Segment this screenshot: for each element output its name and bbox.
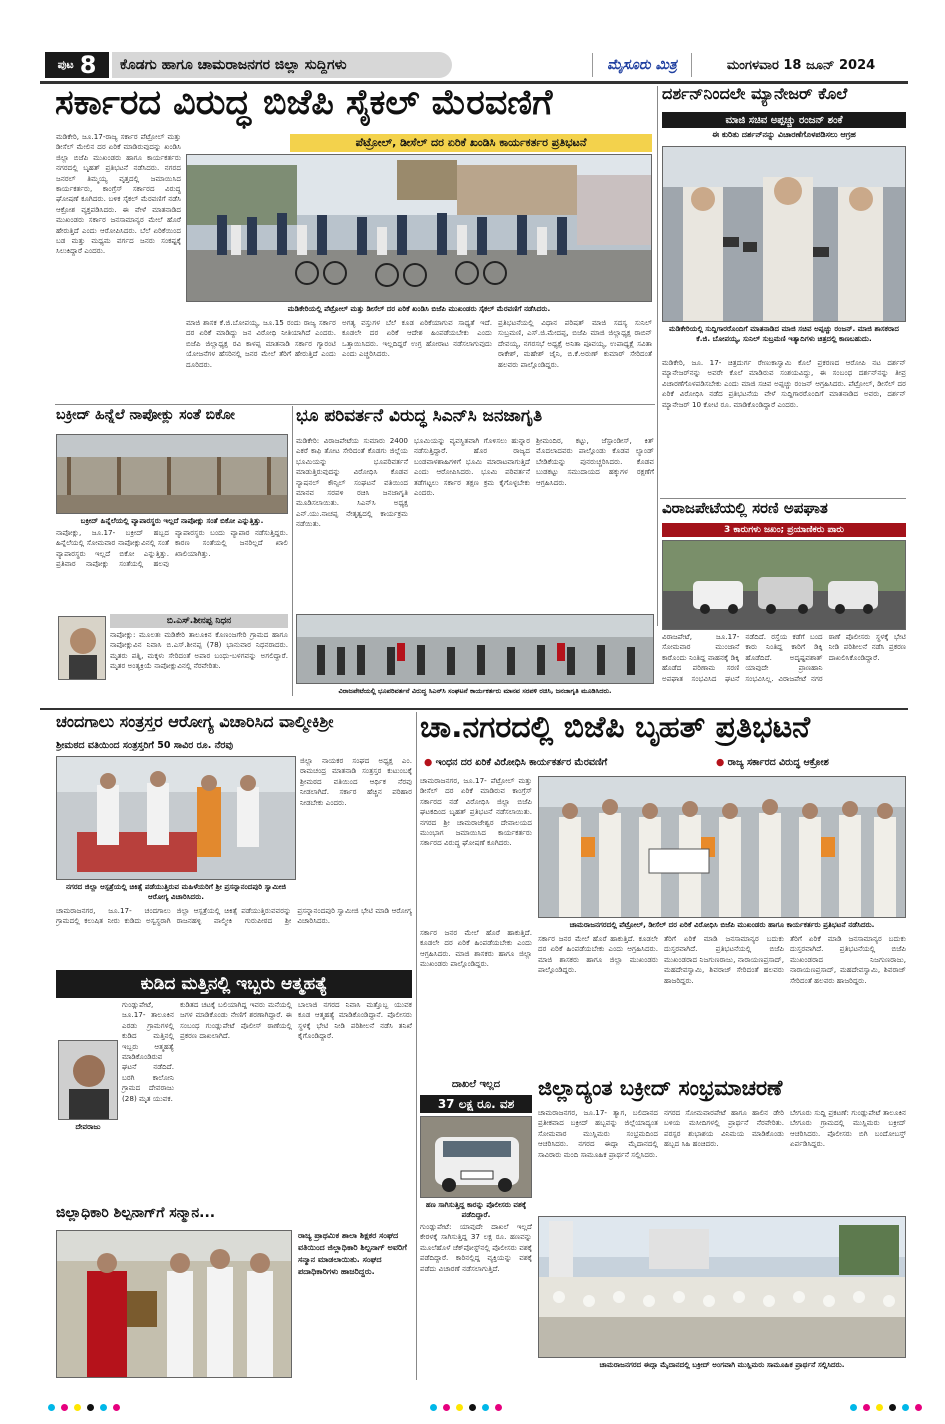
registration-dot <box>61 1404 68 1411</box>
bakrid-col-2: ನಗರದ ಸೋಮವಾರಪೇಟೆ ಹಾಗೂ ಹಾಲಿನ ಡೇರಿ ಬಳಿಯ ಮಸೀದಿಗಳಲ್ಲಿ ಪ್ರಾರ್ಥನೆ ನೆರವೇರಿತು. ಪರಸ್ಪರ ಶುಭಾಶಯ ವಿನಿಮಯ ಮಾಡಿಕೊಂಡು ಹಬ್ಬದ ಸಿಹಿ ಹಂಚಿದರು. <box>664 1108 784 1149</box>
bullet-text-1: ಇಂಧನ ದರ ಏರಿಕೆ ವಿರೋಧಿಸಿ ಕಾರ್ಯಕರ್ತರ ಮೆರವಣಿಗೆ <box>435 757 608 768</box>
cns-caption: ವಿರಾಜಪೇಟೆಯಲ್ಲಿ ಭೂಪರಿವರ್ತನೆ ವಿರುದ್ಧ ಸಿಎನ್‌ಸಿ ಸಂಘಟನೆ ಕಾರ್ಯಕರ್ತರು ಮಾನವ ಸರಪಳಿ ರಚಿಸಿ, ಜನಜಾಗೃತಿ ಮೂಡಿಸಿದರು. <box>338 687 612 695</box>
bullet-icon: ● <box>424 757 433 768</box>
lead-photo-caption: ಮಡಿಕೇರಿಯಲ್ಲಿ ಪೆಟ್ರೋಲ್ ಮತ್ತು ಡೀಸೆಲ್ ದರ ಏರಿಕೆ ಖಂಡಿಸಿ ಬಿಜೆಪಿ ಮುಖಂಡರು ಸೈಕಲ್ ಮೆರವಣಿಗೆ ನಡೆಸಿದರು. <box>287 304 551 313</box>
valmiki-col-1: ಚಾಮರಾಜನಗರ, ಜೂ.17- ಚಂದಗಾಲು ಗ್ರಾಮದಲ್ಲಿ ಕಲುಷಿತ ನೀರು ಕುಡಿದು ಅಸ್ವಸ್ಥರಾಗಿ ಜಿಲ್ಲಾ ಆಸ್ಪತ್ರೆಯಲ್ಲಿ ಚಿಕಿತ್ಸೆ ಪಡೆಯುತ್ತಿರುವವರನ್ನು ರಾಜನಹಳ್ಳಿ ವಾಲ್ಮೀಕಿ ಗುರುಪೀಠದ ಶ್ರೀ ಪ್ರಸನ್ನಾನಂದಪುರಿ ಸ್ವಾಮೀಜಿ ಭೇಟಿ ಮಾಡಿ ಆರೋಗ್ಯ ವಿಚಾರಿಸಿದರು. <box>56 906 412 926</box>
bakrid-col-3: ಬೇಗೂರು ಸುದ್ದಿ ಪ್ರಕಟಣೆ: ಗುಂಡ್ಲುಪೇಟೆ ತಾಲೂಕಿನ ಬೇಗೂರು ಗ್ರಾಮದಲ್ಲಿ ಮುಸ್ಲಿಮರು ಬಕ್ರೀದ್ ಆಚರಿಸಿದರು. ಪೊಲೀಸರು ಬಿಗಿ ಬಂದೋಬಸ್ತ್ ಏರ್ಪಡಿಸಿದ್ದರು. <box>790 1108 906 1149</box>
valmiki-headline: ಚಂದಗಾಲು ಸಂತ್ರಸ್ತರ ಆರೋಗ್ಯ ವಿಚಾರಿಸಿದ ವಾಲ್ಮೀಕಿಶ್ರೀ <box>56 714 334 731</box>
darshan-headline: ದರ್ಶನ್‌ನಿಂದಲೇ ಮ್ಯಾನೇಜರ್ ಕೊಲೆ <box>662 86 848 103</box>
valmiki-photo <box>56 756 296 880</box>
masthead: ಮೈಸೂರು ಮಿತ್ರ <box>592 53 692 77</box>
accident-headline: ವಿರಾಜಪೇಟೆಯಲ್ಲಿ ಸರಣಿ ಅಪಘಾತ <box>662 501 828 517</box>
car-headline-2: 37 ಲಕ್ಷ ರೂ. ವಶ <box>420 1095 532 1113</box>
section-title: ಕೊಡಗು ಹಾಗೂ ಚಾಮರಾಜನಗರ ಜಿಲ್ಲಾ ಸುದ್ದಿಗಳು <box>112 52 452 78</box>
column-divider <box>657 86 658 626</box>
accident-body: ವಿರಾಜಪೇಟೆ, ಜೂ.17- ಸೋಮವಾರ ಮುಂಜಾನೆ ಕಾರೊಂದು ನಿಂತಿದ್ದ ವಾಹನಕ್ಕೆ ಡಿಕ್ಕಿ ಹೊಡೆದ ಪರಿಣಾಮ ಸರಣಿ ಅಪಘಾತ ಸಂಭವಿಸಿದ ಘಟನೆ ನಡೆದಿದೆ. ರಸ್ತೆಯ ಕಡೆಗೆ ಬಂದ ಕಾರು ನಿಂತಿದ್ದ ಕಾರಿಗೆ ಡಿಕ್ಕಿ ಹೊಡೆದಿದೆ. ಅದೃಷ್ಟವಶಾತ್ ಯಾವುದೇ ಪ್ರಾಣಹಾನಿ ಸಂಭವಿಸಿಲ್ಲ. ವಿರಾಜಪೇಟೆ ನಗರ ಠಾಣೆ ಪೊಲೀಸರು ಸ್ಥಳಕ್ಕೆ ಭೇಟಿ ನೀಡಿ ಪರಿಶೀಲನೆ ನಡೆಸಿ ಪ್ರಕರಣ ದಾಖಲಿಸಿಕೊಂಡಿದ್ದಾರೆ. <box>662 632 906 683</box>
lead-photo <box>186 154 652 302</box>
bakrid-caption: ಚಾಮರಾಜನಗರದ ಈದ್ಗಾ ಮೈದಾನದಲ್ಲಿ ಬಕ್ರೀದ್ ಅಂಗವಾಗಿ ಮುಸ್ಲಿಮರು ಸಾಮೂಹಿಕ ಪ್ರಾರ್ಥನೆ ಸಲ್ಲಿಸಿದರು. <box>599 1360 845 1369</box>
crashed-cars-photo <box>663 541 906 630</box>
registration-marks <box>430 1404 502 1411</box>
darshan-body: ಮಡಿಕೇರಿ, ಜೂ. 17- ಚಿತ್ರದುರ್ಗ ರೇಣುಕಾಸ್ವಾಮಿ ಕೊಲೆ ಪ್ರಕರಣದ ಆರೋಪಿ ನಟ ದರ್ಶನ್ ಮ್ಯಾನೇಜರ್‌ನನ್ನು ಅವರೇ ಕೊಲೆ ಮಾಡಿರುವ ಸಂಶಯವಿದ್ದು, ಈ ಸಂಬಂಧ ದರ್ಶನ್‌ನನ್ನು ತೀವ್ರ ವಿಚಾರಣೆಗೊಳಪಡಿಸಬೇಕು ಎಂದು ಮಾಜಿ ಸಚಿವ ಅಪ್ಪಚ್ಚು ರಂಜನ್ ಆಗ್ರಹಿಸಿದರು. ಪೆಟ್ರೋಲ್, ಡೀಸೆಲ್ ದರ ಏರಿಕೆ ವಿರೋಧಿಸಿ ನಡೆದ ಪ್ರತಿಭಟನೆಯ ವೇಳೆ ಸುದ್ದಿಗಾರರೊಂದಿಗೆ ಮಾತನಾಡಿದ ಅವರು, ದರ್ಶನ್ ಮ್ಯಾನೇಜರ್ 10 ಕೋಟಿ ರೂ. ಮಾಡಿಕೊಂಡಿದ್ದಾರೆ ಎಂದರು. <box>662 358 906 409</box>
ch-bjp-photo <box>538 776 906 918</box>
human-chain-photo <box>297 615 654 684</box>
obituary-body: ನಾಪೋಕ್ಲು: ಮೂಲತಃ ಮಡಿಕೇರಿ ತಾಲೂಕಿನ ಕೊಣಂಜಗೇರಿ ಗ್ರಾಮದ ಹಾಗೂ ನಾಪೋಕ್ಲುವಿನ ನಿವಾಸಿ ಬಿ.ಎಸ್.ಶೀನಪ್ಪ (78) ಭಾನುವಾರ ನಿಧನರಾದರು. ಮೃತರು ಪತ್ನಿ, ಮಕ್ಕಳು ಸೇರಿದಂತೆ ಅಪಾರ ಬಂಧು-ಬಳಗವನ್ನು ಅಗಲಿದ್ದಾರೆ. ಮೃತರ ಅಂತ್ಯಕ್ರಿಯೆ ನಾಪೋಕ್ಲುವಿನಲ್ಲಿ ನೆರವೇರಿತು. <box>110 630 288 671</box>
registration-marks <box>850 1404 922 1411</box>
dc-text: ರಾಜ್ಯ ಪ್ರಾಥಮಿಕ ಶಾಲಾ ಶಿಕ್ಷಕರ ಸಂಘದ ವತಿಯಿಂದ ಜಿಲ್ಲಾಧಿಕಾರಿ ಶಿಲ್ಪನಾಗ್ ಅವರಿಗೆ ಸನ್ಮಾನ ಮಾಡಲಾಯಿತು. ಸಂಘದ ಪದಾಧಿಕಾರಿಗಳು ಹಾಜರಿದ್ದರು. <box>298 1231 407 1276</box>
ch-bjp-col-1: ಚಾಮರಾಜನಗರ, ಜೂ.17- ಪೆಟ್ರೋಲ್ ಮತ್ತು ಡೀಸೆಲ್ ದರ ಏರಿಕೆ ಮಾಡಿರುವ ಕಾಂಗ್ರೆಸ್ ಸರ್ಕಾರದ ನಡೆ ವಿರೋಧಿಸಿ ಜಿಲ್ಲಾ ಬಿಜೆಪಿ ಘಟಕದಿಂದ ಬೃಹತ್ ಪ್ರತಿಭಟನೆ ನಡೆಸಲಾಯಿತು. ನಗರದ ಶ್ರೀ ಚಾಮರಾಜೇಶ್ವರ ದೇವಾಲಯದ ಮುಂಭಾಗ ಜಮಾಯಿಸಿದ ಕಾರ್ಯಕರ್ತರು ಸರ್ಕಾರದ ವಿರುದ್ಧ ಘೋಷಣೆ ಕೂಗಿದರು. <box>420 776 532 848</box>
dc-photo <box>56 1230 292 1378</box>
lead-subhead: ಪೆಟ್ರೋಲ್, ಡೀಸೆಲ್ ದರ ಏರಿಕೆ ಖಂಡಿಸಿ ಕಾರ್ಯಕರ್ತರ ಪ್ರತಿಭಟನೆ <box>290 134 652 152</box>
bakrid-headline: ಜಿಲ್ಲಾದ್ಯಂತ ಬಕ್ರೀದ್ ಸಂಭ್ರಮಾಚರಣೆ <box>538 1078 783 1100</box>
cns-headline: ಭೂ ಪರಿವರ್ತನೆ ವಿರುದ್ಧ ಸಿಎನ್‌ಸಿ ಜನಜಾಗೃತಿ <box>296 408 543 426</box>
press-meet-photo <box>663 147 906 322</box>
accident-subhead: 3 ಕಾರುಗಳು ಜಖಂ; ಪ್ರಯಾಣಿಕರು ಪಾರು <box>662 523 906 537</box>
divider <box>660 498 906 499</box>
ch-bjp-col-3: ಸರ್ಕಾರ ಜನರ ಮೇಲೆ ಹೊರೆ ಹಾಕುತ್ತಿದೆ. ಕೂಡಲೇ ದರ ಏರಿಕೆ ಹಿಂಪಡೆಯಬೇಕು ಎಂದು ಆಗ್ರಹಿಸಿದರು. ಮಾಜಿ ಶಾಸಕರು ಹಾಗೂ ಜಿಲ್ಲಾ ಮುಖಂಡರು ಪಾಲ್ಗೊಂಡಿದ್ದರು. <box>538 934 658 975</box>
suicide-col-1: ಗುಂಡ್ಲುಪೇಟೆ, ಜೂ.17- ತಾಲೂಕಿನ ಎರಡು ಗ್ರಾಮಗಳಲ್ಲಿ ಕುಡಿದ ಮತ್ತಿನಲ್ಲಿ ಇಬ್ಬರು ಆತ್ಮಹತ್ಯೆ ಮಾಡಿಕೊಂಡಿರುವ ಘಟನೆ ನಡೆದಿದೆ. ಬರಗಿ ಕಾಲೋನಿ ಗ್ರಾಮದ ದೇವರಾಜು (28) ಮೃತ ಯುವಕ. <box>122 1000 174 1103</box>
registration-dot <box>850 1404 857 1411</box>
car-body: ಗುಂಡ್ಲುಪೇಟೆ: ಯಾವುದೇ ದಾಖಲೆ ಇಲ್ಲದೆ ಕೇರಳಕ್ಕೆ ಸಾಗಿಸುತ್ತಿದ್ದ 37 ಲಕ್ಷ ರೂ. ಹಣವನ್ನು ಮೂಲೆಹೊಳೆ ಚೆಕ್‌ಪೋಸ್ಟ್‌ನಲ್ಲಿ ಪೊಲೀಸರು ವಶಕ್ಕೆ ಪಡೆದಿದ್ದಾರೆ. ಕಾರಿನಲ್ಲಿದ್ದ ವ್ಯಕ್ತಿಯನ್ನು ವಶಕ್ಕೆ ಪಡೆದು ವಿಚಾರಣೆ ನಡೆಸಲಾಗುತ್ತಿದೆ. <box>420 1222 532 1273</box>
cns-col-2: ಭೂಮಿಯನ್ನು ವ್ಯವಸ್ಥಿತವಾಗಿ ಗೊಳಿಸಲು ಹುನ್ನಾರ ನಡೆಸುತ್ತಿದ್ದಾರೆ. ಹೊರ ರಾಜ್ಯದ ಬಂಡವಾಳಶಾಹಿಗಳಿಗೆ ಭೂಮಿ ಮಾರಾಟವಾಗುತ್ತಿದೆ ಎಂದು ಆರೋಪಿಸಿದರು. ಭೂಮಿ ಪರಿವರ್ತನೆ ತಡೆಗಟ್ಟಲು ಸರ್ಕಾರ ತಕ್ಷಣ ಕ್ರಮ ಕೈಗೊಳ್ಳಬೇಕು ಎಂದರು. <box>414 436 530 498</box>
car-photo <box>420 1116 532 1198</box>
registration-dot <box>876 1404 883 1411</box>
darshan-photo <box>662 146 906 322</box>
darshan-photo-caption: ಮಡಿಕೇರಿಯಲ್ಲಿ ಸುದ್ದಿಗಾರರೊಂದಿಗೆ ಮಾತನಾಡಿದ ಮಾಜಿ ಸಚಿವ ಅಪ್ಪಚ್ಚು ರಂಜನ್. ಮಾಜಿ ಶಾಸಕರಾದ ಕೆ.ಜಿ. ಬೋಪಯ್ಯ, ಸುನಿಲ್ ಸುಬ್ರಮಣಿ ಇತ್ಯಾದಿಗಳು ಚಿತ್ರದಲ್ಲಿ ಕಾಣಬಹುದು. <box>669 324 899 343</box>
car-caption: ಹಣ ಸಾಗಿಸುತ್ತಿದ್ದ ಕಾರನ್ನು ಪೊಲೀಸರು ವಶಕ್ಕೆ ಪಡೆದಿದ್ದಾರೆ. <box>425 1200 527 1219</box>
valmiki-caption: ನಗರದ ಜಿಲ್ಲಾ ಆಸ್ಪತ್ರೆಯಲ್ಲಿ ಚಿಕಿತ್ಸೆ ಪಡೆಯುತ್ತಿರುವ ಮಹಿಳೆಯರಿಗೆ ಶ್ರೀ ಪ್ರಸನ್ನಾನಂದಪುರಿ ಸ್ವಾಮೀಜಿ ಆರೋಗ್ಯ ವಿಚಾರಿಸಿದರು. <box>65 882 287 901</box>
ch-bjp-caption: ಚಾಮರಾಜನಗರದಲ್ಲಿ ಪೆಟ್ರೋಲ್, ಡೀಸೆಲ್ ದರ ಏರಿಕೆ ವಿರೋಧಿಸಿ ಬಿಜೆಪಿ ಮುಖಂಡರು ಹಾಗೂ ಕಾರ್ಯಕರ್ತರು ಪ್ರತಿಭಟನೆ ನಡೆಸಿದರು. <box>569 920 875 929</box>
registration-dot <box>915 1404 922 1411</box>
registration-dot <box>495 1404 502 1411</box>
divider <box>55 404 655 405</box>
darshan-kicker: ಈ ಕುರಿತು ದರ್ಶನ್‌ನನ್ನು ವಿಚಾರಣೆಗೊಳಪಡಿಸಲು ಆಗ್ರಹ <box>712 130 856 139</box>
felicitation-photo <box>57 1231 292 1378</box>
eid-prayer-photo <box>539 1217 906 1358</box>
cns-col-3: ಶ್ರೀಮಂದಿರ, ಕಟ್ಟು, ಜೆಸ್ಪಾಂಡೀಸ್, ಕಿತ್ ಮೊದಲಾದವರು ಪಾಲ್ಗೊಂಡು ಕೊಡವ ಲ್ಯಾಂಡ್ ಬೇಡಿಕೆಯನ್ನು ಪುನರುಚ್ಚರಿಸಿದರು. ಕೊಡವ ಬುಡಕಟ್ಟು ಸಮುದಾಯದ ಹಕ್ಕುಗಳ ರಕ್ಷಣೆಗೆ ಆಗ್ರಹಿಸಿದರು. <box>536 436 654 487</box>
bullet-text-2: ರಾಜ್ಯ ಸರ್ಕಾರದ ವಿರುದ್ಧ ಆಕ್ರೋಶ <box>727 757 829 768</box>
market-body: ನಾಪೋಕ್ಲು, ಜೂ.17- ಬಕ್ರೀದ್ ಹಬ್ಬದ ಹಿನ್ನೆಲೆಯಲ್ಲಿ ಸೋಮವಾರ ನಾಪೋಕ್ಲುವಿನಲ್ಲಿ ಸಂತೆ ವ್ಯಾಪಾರಸ್ಥರು ಇಲ್ಲದೆ ಬಿಕೋ ಎನ್ನುತ್ತಿತ್ತು. ಪ್ರತಿವಾರ ನಾಪೋಕ್ಲು ಸಂತೆಯಲ್ಲಿ ಹಲವು ವ್ಯಾಪಾರಸ್ಥರು ಬಂದು ವ್ಯಾಪಾರ ನಡೆಸುತ್ತಿದ್ದರು. ಕಾರಣ ಸಂತೆಯಲ್ಲಿ ಜನರಿಲ್ಲದೆ ಖಾಲಿ ಖಾಲಿಯಾಗಿತ್ತು. <box>56 528 288 569</box>
seized-car-photo <box>421 1117 532 1198</box>
accident-photo <box>662 540 906 630</box>
suicide-col-2: ಕುಡಿತದ ಚಟಕ್ಕೆ ಬಲಿಯಾಗಿದ್ದ ಇವರು ಮನೆಯಲ್ಲಿ ಜಗಳ ಮಾಡಿಕೊಂಡು ನೇಣಿಗೆ ಶರಣಾಗಿದ್ದಾರೆ. ಈ ಸಂಬಂಧ ಗುಂಡ್ಲುಪೇಟೆ ಪೊಲೀಸ್ ಠಾಣೆಯಲ್ಲಿ ಪ್ರಕರಣ ದಾಖಲಾಗಿದೆ. <box>180 1000 292 1041</box>
registration-dot <box>469 1404 476 1411</box>
suicide-headline: ಕುಡಿದ ಮತ್ತಿನಲ್ಲಿ ಇಬ್ಬರು ಆತ್ಮಹತ್ಯೆ <box>56 970 412 998</box>
suicide-col-3: ಬಾಲಾಜಿ ನಗರದ ನಿವಾಸಿ ಮತ್ತೊಬ್ಬ ಯುವಕ ಕೂಡ ಆತ್ಮಹತ್ಯೆ ಮಾಡಿಕೊಂಡಿದ್ದಾನೆ. ಪೊಲೀಸರು ಸ್ಥಳಕ್ಕೆ ಭೇಟಿ ನೀಡಿ ಪರಿಶೀಲನೆ ನಡೆಸಿ ತನಿಖೆ ಕೈಗೊಂಡಿದ್ದಾರೆ. <box>298 1000 412 1041</box>
registration-dot <box>87 1404 94 1411</box>
registration-dot <box>113 1404 120 1411</box>
valmiki-subhead: ಶ್ರೀಮಠದ ವತಿಯಿಂದ ಸಂತ್ರಸ್ತರಿಗೆ 50 ಸಾವಿರ ರೂ. ನೆರವು <box>56 740 234 751</box>
empty-market-photo <box>57 435 288 514</box>
lead-col-4b: ಪ್ರತಿಭಟನೆಯಲ್ಲಿ ವಿಧಾನ ಪರಿಷತ್ ಮಾಜಿ ಸದಸ್ಯ ಸುನಿಲ್ ಸುಬ್ರಮಣಿ, ಎಸ್.ಜಿ.ಮೇದಪ್ಪ, ಬಿಜೆಪಿ ಮಾಜಿ ಜಿಲ್ಲಾಧ್ಯಕ್ಷ ರಾಬಿನ್ ದೇವಯ್ಯ, ನಗರಸಭೆ ಅಧ್ಯಕ್ಷೆ ಅನಿತಾ ಪೂವಯ್ಯ, ಉಪಾಧ್ಯಕ್ಷೆ ಸವಿತಾ ರಾಕೇಶ್, ಮಹೇಶ್ ಜೈನಿ, ಬಿ.ಕೆ.ಅರುಣ್ ಕುಮಾರ್ ಸೇರಿದಂತೆ ಹಲವರು ಪಾಲ್ಗೊಂಡಿದ್ದರು. <box>498 318 652 369</box>
dc-headline: ಜಿಲ್ಲಾಧಿಕಾರಿ ಶಿಲ್ಪನಾಗ್‌ಗೆ ಸನ್ಮಾನ... <box>56 1206 216 1221</box>
obituary-photo <box>58 616 106 680</box>
registration-dot <box>430 1404 437 1411</box>
victim-name: ದೇವರಾಜು <box>75 1122 101 1131</box>
valmiki-col-2: ಜಿಲ್ಲಾ ನಾಯಕರ ಸಂಘದ ಅಧ್ಯಕ್ಷ ಎಂ. ರಾಮಚಂದ್ರ ಮಾತನಾಡಿ ಸಂತ್ರಸ್ತರ ಕುಟುಂಬಕ್ಕೆ ಶ್ರೀಮಠದ ವತಿಯಿಂದ ಆರ್ಥಿಕ ನೆರವು ನೀಡಲಾಗಿದೆ. ಸರ್ಕಾರ ಹೆಚ್ಚಿನ ಪರಿಹಾರ ನೀಡಬೇಕು ಎಂದರು. <box>300 756 412 807</box>
registration-dot <box>74 1404 81 1411</box>
registration-dot <box>48 1404 55 1411</box>
bullet-icon: ● <box>716 757 725 768</box>
section-rule <box>40 708 908 710</box>
header-rule <box>40 81 908 84</box>
cycle-rally-photo <box>187 155 652 302</box>
darshan-subhead: ಮಾಜಿ ಸಚಿವ ಅಪ್ಪಚ್ಚು ರಂಜನ್ ಶಂಕೆ <box>662 112 906 128</box>
lead-col-3: ಅಗತ್ಯ ವಸ್ತುಗಳ ಬೆಲೆ ಕೂಡ ಏರಿಕೆಯಾಗುವ ಸಾಧ್ಯತೆ ಇದೆ. ಕೂಡಲೇ ದರ ಏರಿಕೆ ಆದೇಶ ಹಿಂಪಡೆಯಬೇಕು ಎಂದು ಒತ್ತಾಯಿಸಿದರು. ಇಲ್ಲದಿದ್ದರೆ ಉಗ್ರ ಹೋರಾಟ ನಡೆಸಲಾಗುವುದು ಎಂದು ಎಚ್ಚರಿಸಿದರು. <box>342 318 492 359</box>
registration-marks <box>48 1404 120 1411</box>
bakrid-market-headline: ಬಕ್ರೀದ್ ಹಿನ್ನೆಲೆ ನಾಪೋಕ್ಲು ಸಂತೆ ಬಿಕೋ <box>56 408 235 423</box>
page-number-box <box>45 52 109 78</box>
registration-dot <box>889 1404 896 1411</box>
registration-dot <box>443 1404 450 1411</box>
registration-dot <box>863 1404 870 1411</box>
page-number: 8 <box>79 51 97 79</box>
hospital-visit-photo <box>57 757 296 880</box>
registration-dot <box>482 1404 489 1411</box>
ch-bjp-headline: ಚಾ.ನಗರದಲ್ಲಿ ಬಿಜೆಪಿ ಬೃಹತ್ ಪ್ರತಿಭಟನೆ <box>420 713 811 745</box>
page-label: ಪುಟ <box>57 58 74 71</box>
column-divider <box>292 406 293 696</box>
column-divider <box>416 712 417 1380</box>
ch-bjp-col-4: ತೆರಿಗೆ ಏರಿಕೆ ಮಾಡಿ ಜನಸಾಮಾನ್ಯರ ಬದುಕು ದುಸ್ತರವಾಗಿದೆ. ಪ್ರತಿಭಟನೆಯಲ್ಲಿ ಬಿಜೆಪಿ ಮುಖಂಡರಾದ ನಿಜಗುಣರಾಜು, ನಾರಾಯಣಪ್ರಸಾದ್, ಮಹದೇವಸ್ವಾಮಿ, ಶಿವರಾಜ್ ಸೇರಿದಂತೆ ಹಲವರು ಹಾಜರಿದ್ದರು. <box>664 934 784 985</box>
market-caption: ಬಕ್ರೀದ್ ಹಿನ್ನೆಲೆಯಲ್ಲಿ ವ್ಯಾಪಾರಸ್ಥರು ಇಲ್ಲದೆ ನಾಪೋಕ್ಲು ಸಂತೆ ಬಿಕೋ ಎನ್ನುತ್ತಿತ್ತು. <box>80 516 264 525</box>
car-headline-1: ದಾಖಲೆ ಇಲ್ಲದ <box>451 1080 501 1090</box>
lead-headline: ಸರ್ಕಾರದ ವಿರುದ್ಧ ಬಿಜೆಪಿ ಸೈಕಲ್ ಮೆರವಣಿಗೆ <box>55 86 553 123</box>
cns-photo <box>296 614 654 684</box>
registration-dot <box>456 1404 463 1411</box>
lead-col-1: ಮಡಿಕೇರಿ, ಜೂ.17-ರಾಜ್ಯ ಸರ್ಕಾರ ಪೆಟ್ರೋಲ್ ಮತ್ತು ಡೀಸೆಲ್ ಮೇಲಿನ ದರ ಏರಿಕೆ ಮಾಡಿರುವುದನ್ನು ಖಂಡಿಸಿ ಜಿಲ್ಲಾ ಬಿಜೆಪಿ ಮುಖಂಡರು ಹಾಗೂ ಕಾರ್ಯಕರ್ತರು ನಗರದಲ್ಲಿ ಬೃಹತ್ ಪ್ರತಿಭಟನೆ ನಡೆಸಿದರು. ನಗರದ ಜನರಲ್ ತಿಮ್ಮಯ್ಯ ವೃತ್ತದಲ್ಲಿ ಜಮಾಯಿಸಿದ ಕಾರ್ಯಕರ್ತರು, ಕಾಂಗ್ರೆಸ್ ಸರ್ಕಾರದ ವಿರುದ್ಧ ಘೋಷಣೆ ಕೂಗಿದರು. ಬಳಿಕ ಸೈಕಲ್ ಮೆರವಣಿಗೆ ನಡೆಸಿ ಆಕ್ರೋಶ ವ್ಯಕ್ತಪಡಿಸಿದರು. ಈ ವೇಳೆ ಮಾತನಾಡಿದ ಮುಖಂಡರು ಸರ್ಕಾರ ಜನಸಾಮಾನ್ಯರ ಮೇಲೆ ಹೊರೆ ಹೇರುತ್ತಿದೆ ಎಂದು ಆರೋಪಿಸಿದರು. ಬೆಲೆ ಏರಿಕೆಯಿಂದ ಬಡ ಮತ್ತು ಮಧ್ಯಮ ವರ್ಗದ ಜನರು ಸಂಕಷ್ಟಕ್ಕೆ ಸಿಲುಕಿದ್ದಾರೆ ಎಂದರು. <box>56 132 181 256</box>
issue-date: ಮಂಗಳವಾರ 18 ಜೂನ್ 2024 <box>726 57 876 73</box>
bakrid-col-1: ಚಾಮರಾಜನಗರ, ಜೂ.17- ತ್ಯಾಗ, ಬಲಿದಾನದ ಪ್ರತೀಕವಾದ ಬಕ್ರೀದ್ ಹಬ್ಬವನ್ನು ಜಿಲ್ಲೆಯಾದ್ಯಂತ ಸೋಮವಾರ ಮುಸ್ಲಿಮರು ಸಂಭ್ರಮದಿಂದ ಆಚರಿಸಿದರು. ನಗರದ ಈದ್ಗಾ ಮೈದಾನದಲ್ಲಿ ಸಾವಿರಾರು ಮಂದಿ ಸಾಮೂಹಿಕ ಪ್ರಾರ್ಥನೆ ಸಲ್ಲಿಸಿದರು. <box>538 1108 658 1159</box>
registration-dot <box>902 1404 909 1411</box>
market-photo <box>56 434 288 514</box>
ch-bjp-bullet-2 <box>716 757 906 771</box>
ch-bjp-col-5: ತೆರಿಗೆ ಏರಿಕೆ ಮಾಡಿ ಜನಸಾಮಾನ್ಯರ ಬದುಕು ದುಸ್ತರವಾಗಿದೆ. ಪ್ರತಿಭಟನೆಯಲ್ಲಿ ಬಿಜೆಪಿ ಮುಖಂಡರಾದ ನಿಜಗುಣರಾಜು, ನಾರಾಯಣಪ್ರಸಾದ್, ಮಹದೇವಸ್ವಾಮಿ, ಶಿವರಾಜ್ ಸೇರಿದಂತೆ ಹಲವರು ಹಾಜರಿದ್ದರು. <box>790 934 906 985</box>
lead-col-2: ಮಾಜಿ ಶಾಸಕ ಕೆ.ಜಿ.ಬೋಪಯ್ಯ, ಜೂ.15 ರಂದು ರಾಜ್ಯ ಸರ್ಕಾರ ದರ ಏರಿಕೆ ಮಾಡಿದ್ದು ಜನ ವಿರೋಧಿ ನೀತಿಯಾಗಿದೆ ಎಂದರು. ಬಿಜೆಪಿ ಜಿಲ್ಲಾಧ್ಯಕ್ಷ ರವಿ ಕಾಳಪ್ಪ ಮಾತನಾಡಿ ಸರ್ಕಾರ ಗ್ಯಾರಂಟಿ ಯೋಜನೆಗಳ ಹೆಸರಿನಲ್ಲಿ ಜನರ ಮೇಲೆ ತೆರಿಗೆ ಹೇರುತ್ತಿದೆ ಎಂದು ದೂರಿದರು. <box>186 318 336 369</box>
cns-col-1: ಮಡಿಕೇರಿ: ವಿರಾಜಪೇಟೆಯ ಸುಮಾರು 2400 ಎಕರೆ ಕಾಫಿ ತೋಟ ಸೇರಿದಂತೆ ಕೊಡಗು ಜಿಲ್ಲೆಯ ಭೂಮಿಯನ್ನು ಭೂಪರಿವರ್ತನೆ ಮಾಡುತ್ತಿರುವುದನ್ನು ವಿರೋಧಿಸಿ ಕೊಡವ ನ್ಯಾಷನಲ್ ಕೌನ್ಸಿಲ್ ಸಂಘಟನೆ ವತಿಯಿಂದ ಮಾನವ ಸರಪಳಿ ರಚಿಸಿ ಜನಜಾಗೃತಿ ಮೂಡಿಸಲಾಯಿತು. ಸಿಎನ್‌ಸಿ ಅಧ್ಯಕ್ಷ ಎನ್.ಯು.ನಾಚಪ್ಪ ನೇತೃತ್ವದಲ್ಲಿ ಕಾರ್ಯಕ್ರಮ ನಡೆಯಿತು. <box>296 436 408 529</box>
registration-dot <box>100 1404 107 1411</box>
ch-bjp-col-2: ಸರ್ಕಾರ ಜನರ ಮೇಲೆ ಹೊರೆ ಹಾಕುತ್ತಿದೆ. ಕೂಡಲೇ ದರ ಏರಿಕೆ ಹಿಂಪಡೆಯಬೇಕು ಎಂದು ಆಗ್ರಹಿಸಿದರು. ಮಾಜಿ ಶಾಸಕರು ಹಾಗೂ ಜಿಲ್ಲಾ ಮುಖಂಡರು ಪಾಲ್ಗೊಂಡಿದ್ದರು. <box>420 928 532 969</box>
person-portrait <box>59 617 106 680</box>
ch-bjp-bullet-1 <box>424 757 714 771</box>
bakrid-photo <box>538 1216 906 1358</box>
obituary-title: ಬಿ.ಎಸ್.ಶೀನಪ್ಪ ನಿಧನ <box>110 614 288 628</box>
protest-photo <box>539 777 906 918</box>
